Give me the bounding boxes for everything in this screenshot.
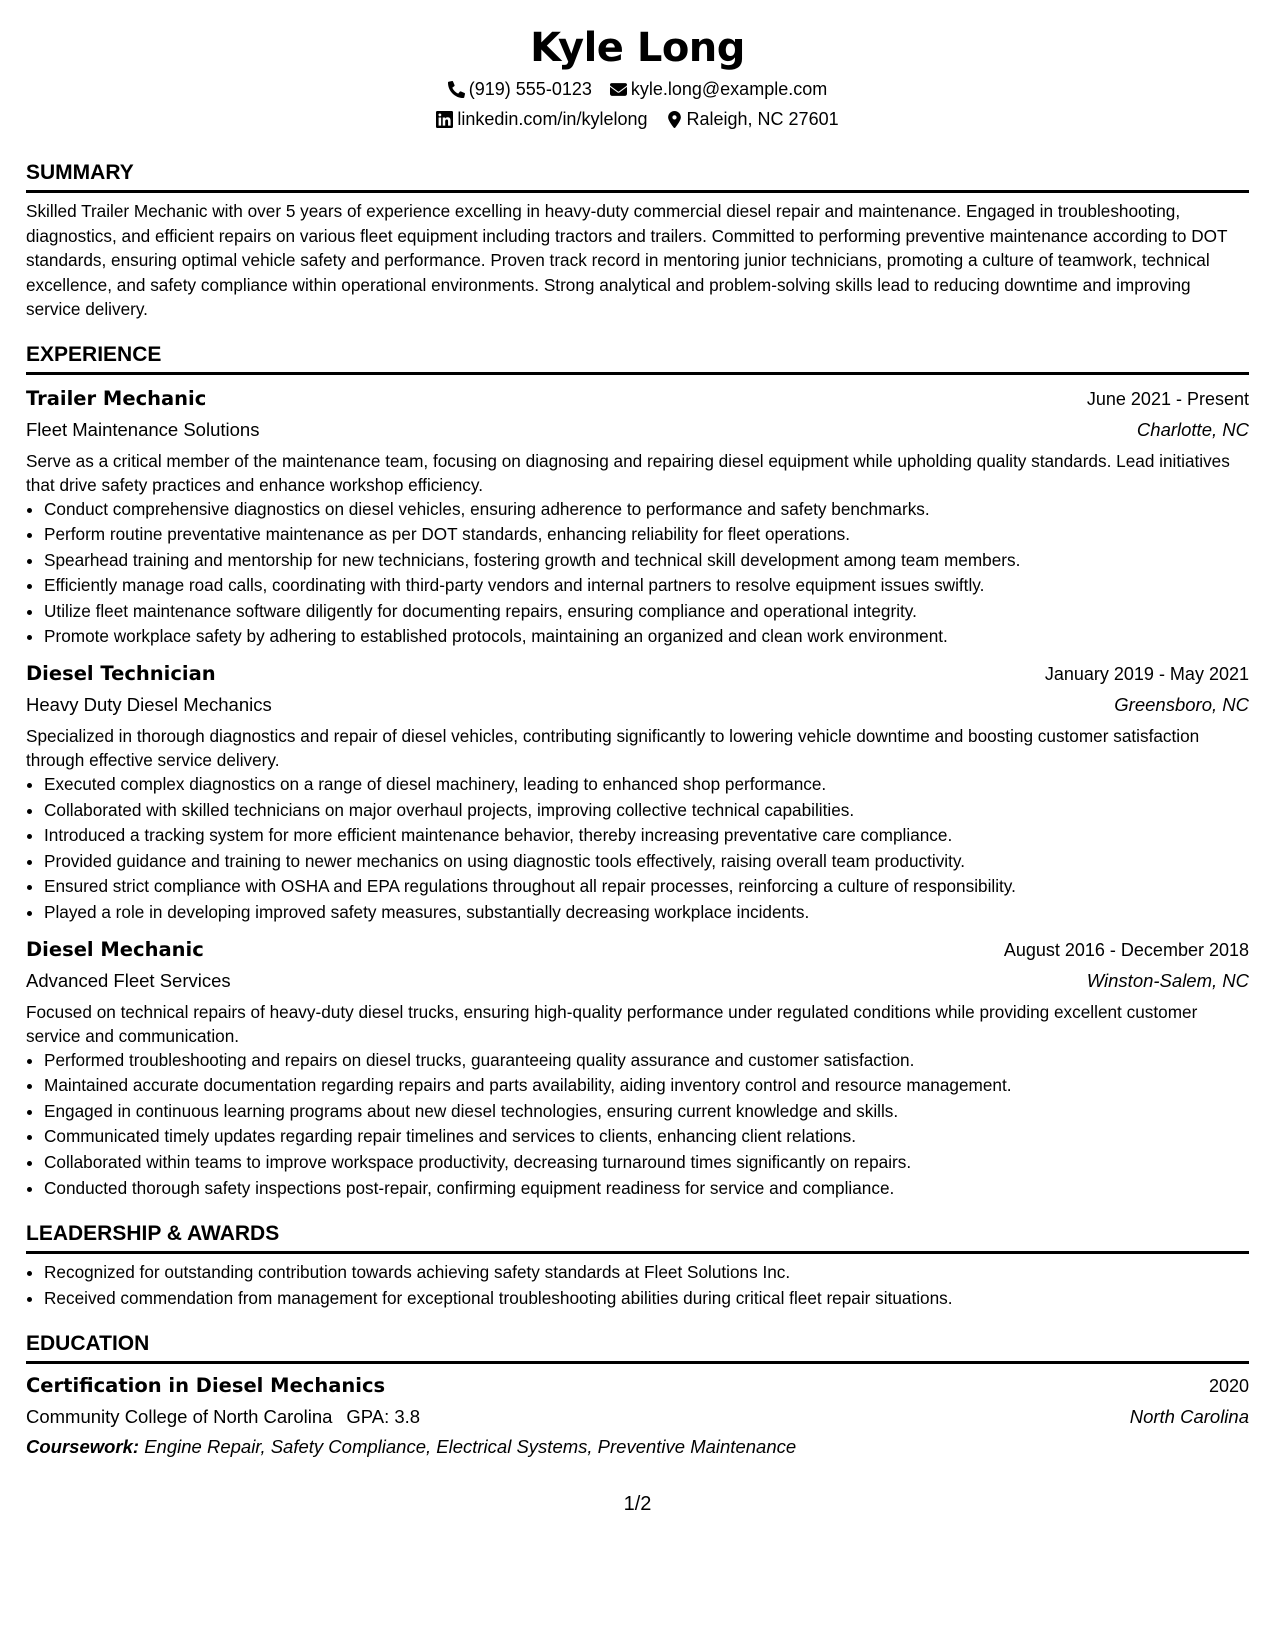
leadership-bullets [26, 1260, 1249, 1311]
job-dates: January 2019 - May 2021 [1044, 664, 1249, 685]
summary-heading: SUMMARY [26, 160, 1249, 193]
email-text[interactable]: kyle.long@example.com [630, 79, 828, 99]
company-name: Advanced Fleet Services [26, 969, 231, 991]
bullet-item: • Collaborated with skilled technicians on major overhaul projects, improving collective technical capabilities. [44, 798, 1249, 824]
phone-icon [448, 81, 465, 98]
bullet-item: • Received commendation from management for exceptional troubleshooting abilities during critical fleet repair situations. [44, 1286, 1249, 1312]
experience-heading: EXPERIENCE [26, 342, 1249, 375]
phone-text: (919) 555-0123 [468, 79, 592, 99]
bullet-item: • Executed complex diagnostics on a range of diesel machinery, leading to enhanced shop performance. [44, 772, 1249, 798]
contact-row-secondary [26, 104, 1249, 134]
coursework-label: Coursework: [26, 1436, 140, 1458]
linkedin-text[interactable]: linkedin.com/in/kylelong [457, 109, 648, 129]
job-description: Focused on technical repairs of heavy-duty diesel trucks, ensuring high-quality performance under regulated conditions while providing excellent customer service and communication. [26, 1001, 1198, 1046]
job-location: Greensboro, NC [1114, 694, 1249, 716]
job-title: Diesel Technician [26, 662, 216, 686]
leadership-heading: LEADERSHIP & AWARDS [26, 1221, 1249, 1254]
location-text: Raleigh, NC 27601 [686, 109, 839, 129]
bullet-item: • Provided guidance and training to newer mechanics on using diagnostic tools effectively, raising overall team productivity. [44, 849, 1249, 875]
bullet-item: • Utilize fleet maintenance software diligently for documenting repairs, ensuring compliance and operational integrity. [44, 599, 1249, 625]
bullet-item: • Ensured strict compliance with OSHA and EPA regulations throughout all repair processes, reinforcing a culture of responsibility. [44, 874, 1249, 900]
bullet-item: • Engaged in continuous learning programs about new diesel technologies, ensuring current knowledge and skills. [44, 1099, 1249, 1125]
bullet-item: • Perform routine preventative maintenance as per DOT standards, enhancing reliability for fleet operations. [44, 522, 1249, 548]
company-name: Heavy Duty Diesel Mechanics [26, 694, 272, 716]
map-pin-icon [666, 111, 683, 128]
job-title: Trailer Mechanic [26, 386, 207, 410]
bullet-item: • Efficiently manage road calls, coordinating with third-party vendors and internal partners to resolve equipment issues swiftly. [44, 573, 1249, 599]
job-entry [26, 658, 1249, 926]
job-bullets [26, 1048, 1249, 1202]
job-entry [26, 934, 1249, 1202]
phone-contact [448, 74, 592, 104]
job-title: Diesel Mechanic [26, 937, 204, 961]
linkedin-contact[interactable] [436, 104, 647, 134]
page-number: 1/2 [623, 1493, 652, 1515]
degree-year: 2020 [1208, 1376, 1249, 1397]
job-dates: August 2016 - December 2018 [1003, 939, 1249, 960]
coursework-list: Engine Repair, Safety Compliance, Electrical Systems, Preventive Maintenance [144, 1436, 797, 1458]
bullet-item: • Recognized for outstanding contribution towards achieving safety standards at Fleet Solutions Inc. [44, 1260, 1249, 1286]
job-dates: June 2021 - Present [1086, 388, 1249, 409]
company-name: Fleet Maintenance Solutions [26, 418, 260, 440]
location-contact [666, 104, 839, 134]
bullet-item: • Collaborated within teams to improve workspace productivity, decreasing turnaround times significantly on repairs. [44, 1150, 1249, 1176]
gpa: GPA: 3.8 [346, 1406, 421, 1428]
school-name: Community College of North Carolina [26, 1406, 333, 1428]
bullet-item: • Performed troubleshooting and repairs on diesel trucks, guaranteeing quality assurance and customer satisfaction. [44, 1048, 1249, 1074]
job-entry [26, 383, 1249, 651]
job-bullets [26, 497, 1249, 651]
bullet-item: • Maintained accurate documentation regarding repairs and parts availability, aiding inventory control and resource management. [44, 1073, 1249, 1099]
coursework-line [26, 1432, 1249, 1462]
job-location: Charlotte, NC [1136, 418, 1249, 440]
bullet-item: • Introduced a tracking system for more efficient maintenance behavior, thereby increasing preventative care compliance. [44, 823, 1249, 849]
bullet-item: • Conduct comprehensive diagnostics on diesel vehicles, ensuring adherence to performance and safety benchmarks. [44, 497, 1249, 523]
job-bullets [26, 772, 1249, 926]
school-location: North Carolina [1129, 1406, 1249, 1428]
linkedin-icon [436, 111, 453, 128]
school-line [26, 1402, 420, 1432]
education-entry [26, 1370, 1249, 1462]
bullet-item: • Conducted thorough safety inspections post-repair, confirming equipment readiness for service and compliance. [44, 1176, 1249, 1202]
contact-row-primary [26, 74, 1249, 104]
bullet-item: • Promote workplace safety by adhering to established protocols, maintaining an organized and clean work environment. [44, 624, 1249, 650]
email-contact[interactable] [610, 74, 827, 104]
degree-title: Certification in Diesel Mechanics [26, 1374, 386, 1398]
job-description: Specialized in thorough diagnostics and repair of diesel vehicles, contributing significantly to lowering vehicle downtime and boosting customer satisfaction through effective service delivery. [26, 726, 1200, 771]
education-heading: EDUCATION [26, 1331, 1249, 1364]
bullet-item: • Spearhead training and mentorship for new technicians, fostering growth and technical skill development among team members. [44, 548, 1249, 574]
envelope-icon [610, 81, 627, 98]
summary-text: Skilled Trailer Mechanic with over 5 years of experience excelling in heavy-duty commercial diesel repair and maintenance. Engaged in troubleshooting, diagnostics, and efficient repairs on various fleet equipment including tractors and trailers. Committed to performing preventive maintenance according to DOT standards, ensuring optimal vehicle safety and performance. Proven track record in mentoring junior technicians, promoting a culture of teamwork, technical excellence, and safety compliance within operational environments. Strong analytical and problem-solving skills lead to reducing downtime and improving service delivery. [26, 201, 1228, 319]
resume-page [26, 0, 1249, 1650]
bullet-item: • Played a role in developing improved safety measures, substantially decreasing workplace incidents. [44, 900, 1249, 926]
candidate-name: Kyle Long [530, 25, 745, 71]
bullet-item: • Communicated timely updates regarding repair timelines and services to clients, enhancing client relations. [44, 1124, 1249, 1150]
job-description: Serve as a critical member of the maintenance team, focusing on diagnosing and repairing diesel equipment while upholding quality standards. Lead initiatives that drive safety practices and enhance workshop efficiency. [26, 450, 1230, 495]
job-location: Winston-Salem, NC [1086, 969, 1249, 991]
